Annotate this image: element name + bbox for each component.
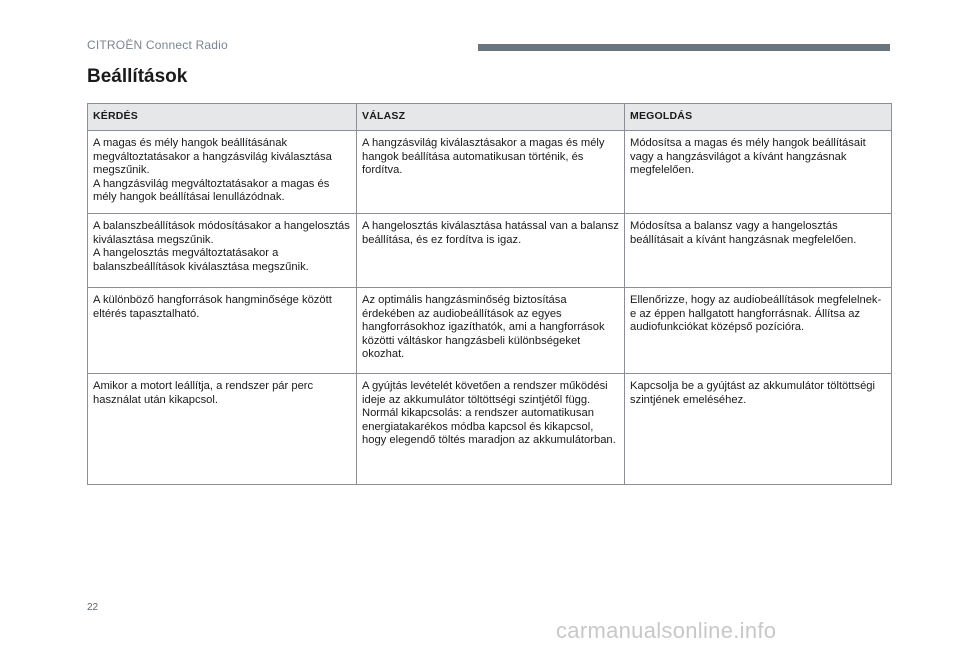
column-header-answer: VÁLASZ bbox=[357, 104, 625, 131]
column-header-solution: MEGOLDÁS bbox=[625, 104, 892, 131]
solution-cell: Módosítsa a balansz vagy a hangelosztás beállításait a kívánt hangzásnak megfelelően. bbox=[625, 213, 892, 287]
question-cell: A balanszbeállítások módosításakor a hangelosztás kiválasztása megszűnik. A hangelosztás megváltoztatásakor a balanszbeállítások kiválasztása megszűnik. bbox=[88, 213, 357, 287]
column-header-question: KÉRDÉS bbox=[88, 104, 357, 131]
table-row bbox=[88, 213, 892, 287]
answer-cell: A gyújtás levételét követően a rendszer működési ideje az akkumulátor töltöttségi szintjétől függ. Normál kikapcsolás: a rendszer automatikusan energiatakarékos módba kapcsol és kikapcsol, hogy elegendő töltés maradjon az akkumulátorban. bbox=[357, 373, 625, 484]
solution-cell: Módosítsa a magas és mély hangok beállításait vagy a hangzásvilágot a kívánt hangzásnak megfelelően. bbox=[625, 131, 892, 214]
watermark-link[interactable]: carmanualsonline.info bbox=[556, 618, 777, 643]
page-title: Beállítások bbox=[87, 66, 188, 87]
table-header-row bbox=[88, 104, 892, 131]
solution-cell: Kapcsolja be a gyújtást az akkumulátor töltöttségi szintjének emeléséhez. bbox=[625, 373, 892, 484]
header-bar bbox=[478, 44, 890, 51]
table-row bbox=[88, 373, 892, 484]
solution-cell: Ellenőrizze, hogy az audiobeállítások megfelelnek-e az éppen hallgatott hangforrásnak. Állítsa az audiofunkciókat középső pozícióra. bbox=[625, 287, 892, 373]
header-brand: CITROËN Connect Radio bbox=[87, 38, 228, 52]
answer-cell: A hangzásvilág kiválasztásakor a magas és mély hangok beállítása automatikusan történik, és fordítva. bbox=[357, 131, 625, 214]
table-row bbox=[88, 131, 892, 214]
faq-table-wrap bbox=[87, 103, 891, 485]
question-cell: Amikor a motort leállítja, a rendszer pár perc használat után kikapcsol. bbox=[88, 373, 357, 484]
answer-cell: A hangelosztás kiválasztása hatással van a balansz beállítása, és ez fordítva is igaz. bbox=[357, 213, 625, 287]
answer-cell: Az optimális hangzásminőség biztosítása érdekében az audiobeállítások az egyes hangforrásokhoz igazíthatók, ami a hangforrások közötti váltáskor hangzásbeli különbségeket okozhat. bbox=[357, 287, 625, 373]
page-number: 22 bbox=[87, 602, 99, 613]
faq-table bbox=[87, 103, 892, 485]
table-row bbox=[88, 287, 892, 373]
question-cell: A magas és mély hangok beállításának megváltoztatásakor a hangzásvilág kiválasztása megszűnik. A hangzásvilág megváltoztatásakor a magas és mély hangok beállításai lenullázódnak. bbox=[88, 131, 357, 214]
question-cell: A különböző hangforrások hangminősége között eltérés tapasztalható. bbox=[88, 287, 357, 373]
